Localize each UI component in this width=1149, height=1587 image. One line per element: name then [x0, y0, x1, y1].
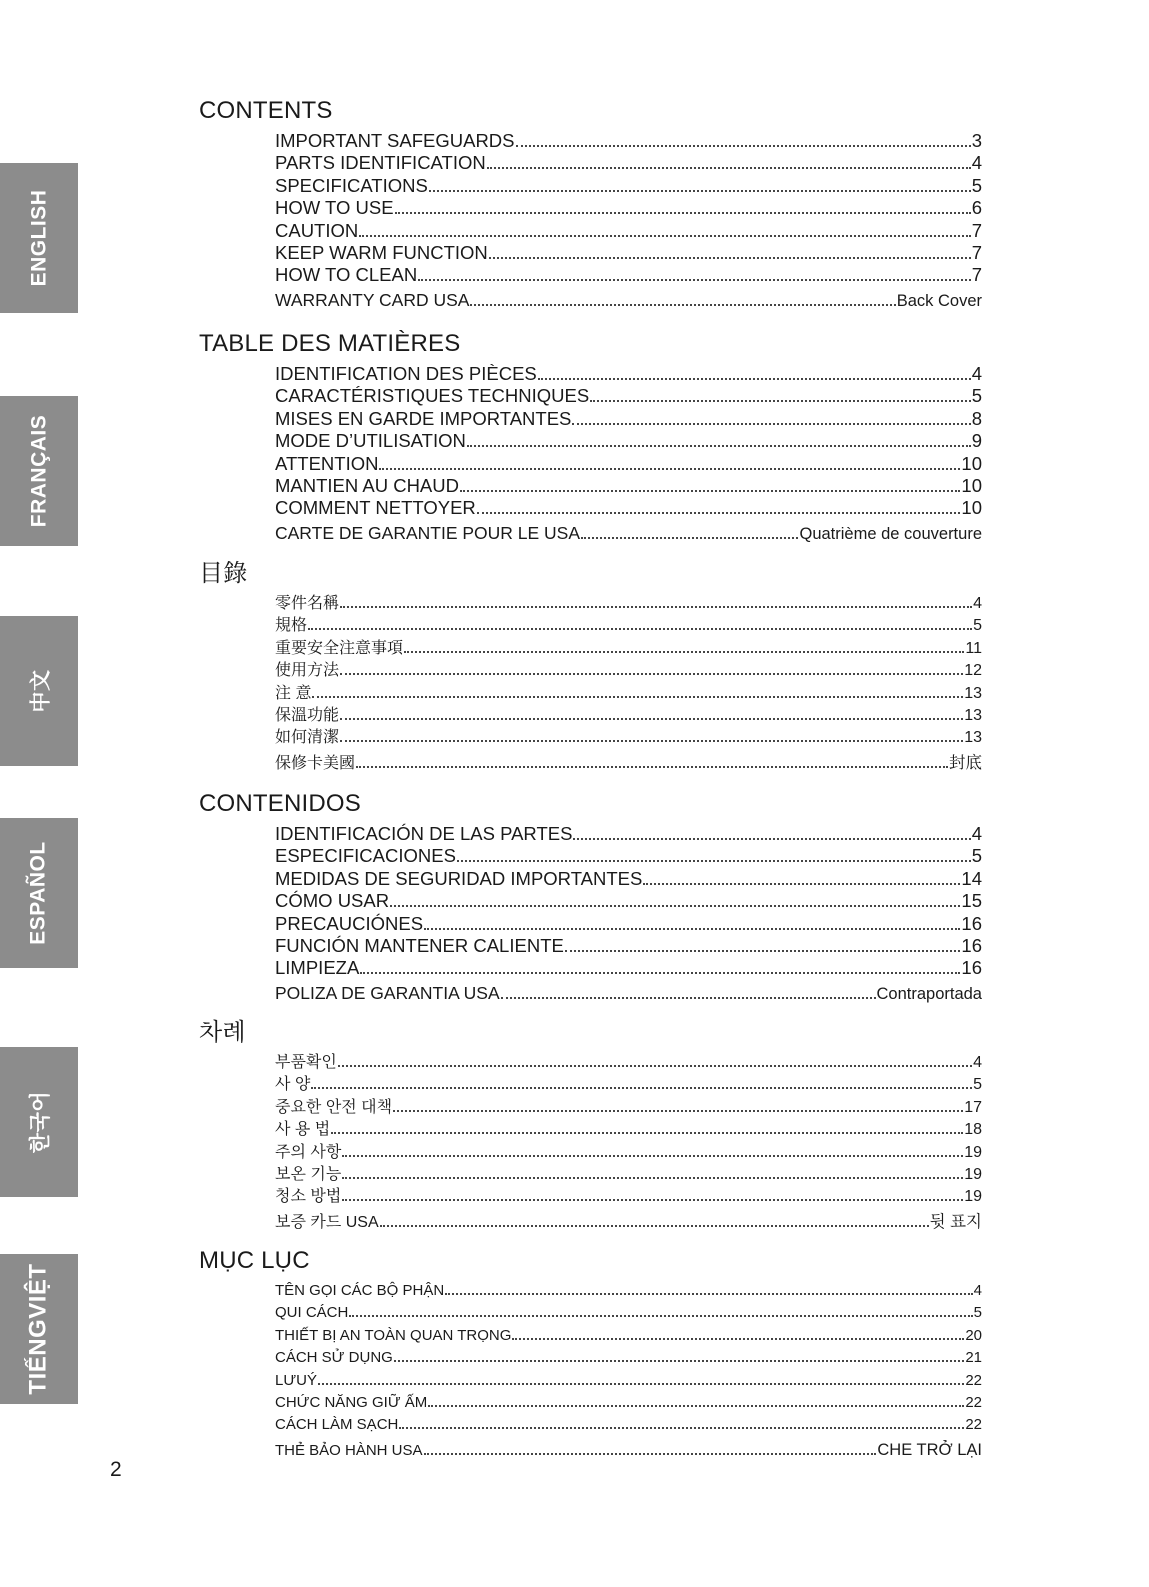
toc-entry-label: HOW TO USE [275, 197, 394, 219]
toc-entry[interactable] [275, 705, 982, 727]
contents-section-korean [200, 1018, 982, 1233]
toc-entry-page: 뒷 표지 [929, 1212, 982, 1231]
dot-leader [340, 673, 963, 675]
toc-entry-label: MODE D’UTILISATION [275, 430, 466, 452]
dot-leader [342, 1199, 963, 1201]
section-title: TABLE DES MATIÈRES [199, 330, 461, 357]
toc-entry[interactable] [275, 1211, 982, 1233]
dot-leader [501, 997, 876, 999]
toc-entry[interactable] [275, 1392, 982, 1414]
toc-entry-page: 7 [971, 241, 982, 263]
toc-entry-page: 5 [971, 174, 982, 196]
contents-section-vietnamese [200, 1246, 982, 1461]
toc-entry-label: 사 용 법 [275, 1121, 331, 1139]
toc-entry[interactable] [275, 1074, 982, 1096]
toc-entry-page: 10 [961, 452, 982, 474]
toc-entry[interactable] [275, 868, 982, 890]
toc-entry[interactable] [275, 593, 982, 615]
contents-section-english [200, 96, 982, 311]
dot-leader [390, 905, 960, 907]
toc-entry-label: 注 意 [275, 684, 312, 702]
toc-entry-label: LƯUÝ [275, 1371, 317, 1389]
section-title: MỤC LỤC [199, 1247, 310, 1274]
toc-entry-page: CHE TRỞ LẠI [877, 1440, 982, 1459]
toc-entry[interactable] [275, 152, 982, 174]
toc-list [275, 823, 982, 1004]
dot-leader [360, 972, 960, 974]
dot-leader [399, 1427, 964, 1429]
tab-espanol[interactable] [0, 818, 78, 968]
toc-entry-label: 零件名稱 [275, 595, 340, 612]
dot-leader [312, 696, 963, 698]
dot-leader [359, 235, 970, 237]
toc-entry[interactable] [275, 197, 982, 219]
contents-section-spanish [200, 789, 982, 1004]
toc-entry-page: Contraportada [876, 984, 982, 1003]
toc-entry-label: KEEP WARM FUNCTION [275, 241, 488, 263]
toc-entry-page: 8 [971, 407, 982, 429]
tab-francais[interactable] [0, 396, 78, 546]
toc-entry-page: 22 [965, 1393, 982, 1411]
dot-leader [418, 279, 971, 281]
toc-entry[interactable] [275, 475, 982, 497]
section-title: CONTENIDOS [199, 790, 362, 817]
toc-entry-page: 4 [971, 363, 982, 384]
dot-leader [487, 167, 971, 169]
toc-entry-page: 9 [971, 430, 982, 452]
tab-english-label: ENGLISH [27, 189, 50, 287]
tab-korean-label: 한국어 [28, 1090, 52, 1154]
tab-chinese-label: 中文 [29, 669, 52, 713]
toc-entry-label: LIMPIEZA [275, 957, 360, 979]
toc-entry-page: 封底 [949, 753, 982, 772]
toc-entry[interactable] [275, 1052, 982, 1074]
toc-entry-label: CÓMO USAR [275, 890, 390, 912]
toc-entry[interactable] [275, 1414, 982, 1436]
toc-entry-page: 10 [961, 497, 982, 519]
toc-entry-label: ATTENTION [275, 452, 379, 474]
dot-leader [572, 423, 970, 425]
tab-vietnamese[interactable] [0, 1254, 78, 1404]
toc-entry[interactable] [275, 1280, 982, 1302]
toc-entry[interactable] [275, 363, 982, 385]
toc-entry-label: CAUTION [275, 219, 359, 241]
dot-leader [404, 651, 964, 653]
dot-leader [395, 212, 971, 214]
toc-entry-page: 16 [961, 934, 982, 956]
toc-entry-page: 18 [964, 1121, 982, 1139]
toc-entry-label: IDENTIFICACIÓN DE LAS PARTES [275, 823, 573, 844]
toc-entry-page: 19 [964, 1188, 982, 1206]
dot-leader [393, 1110, 963, 1112]
toc-entry[interactable] [275, 264, 982, 286]
toc-entry[interactable] [275, 913, 982, 935]
toc-entry[interactable] [275, 242, 982, 264]
toc-entry-label: HOW TO CLEAN [275, 264, 418, 286]
dot-leader [565, 950, 961, 952]
dot-leader [308, 628, 972, 630]
toc-entry[interactable] [275, 289, 982, 311]
dot-leader [342, 1177, 963, 1179]
dot-leader [428, 1405, 964, 1407]
toc-list [275, 130, 982, 311]
toc-entry-label: 重要安全注意事項 [275, 639, 404, 657]
toc-entry-label: CÁCH LÀM SẠCH [275, 1416, 399, 1434]
toc-entry-label: 청소 방법 [275, 1188, 342, 1206]
dot-leader [538, 378, 971, 380]
dot-leader [445, 1293, 972, 1295]
toc-entry[interactable] [275, 957, 982, 979]
toc-entry-page: 14 [961, 867, 982, 889]
toc-entry-label: PARTS IDENTIFICATION [275, 152, 486, 174]
page-number: 2 [110, 1458, 122, 1481]
toc-entry[interactable] [275, 823, 982, 845]
toc-entry-label: 使用方法 [275, 662, 340, 680]
toc-entry[interactable] [275, 175, 982, 197]
dot-leader [356, 766, 948, 768]
toc-entry-label: WARRANTY CARD USA [275, 289, 470, 310]
toc-entry-page: 19 [964, 1165, 982, 1183]
dot-leader [340, 740, 963, 742]
toc-entry[interactable] [275, 935, 982, 957]
toc-entry-label: ESPECIFICACIONES [275, 845, 456, 867]
toc-entry[interactable] [275, 1142, 982, 1164]
toc-entry[interactable] [275, 982, 982, 1004]
toc-entry-page: 7 [971, 219, 982, 241]
toc-entry[interactable] [275, 727, 982, 749]
toc-entry-page: 17 [964, 1098, 982, 1116]
toc-entry-label: 사 양 [275, 1076, 311, 1094]
toc-entry-label: THIẾT BỊ AN TOÀN QUAN TRỌNG [275, 1326, 512, 1344]
toc-entry-page: Quatrième de couverture [799, 524, 982, 543]
toc-entry[interactable] [275, 453, 982, 475]
toc-entry[interactable] [275, 683, 982, 705]
toc-entry[interactable] [275, 1439, 982, 1461]
tab-korean[interactable] [0, 1047, 78, 1197]
toc-entry-page: 22 [965, 1371, 982, 1389]
toc-entry-label: PRECAUCIÓNES [275, 912, 424, 934]
toc-entry[interactable] [275, 845, 982, 867]
toc-entry-label: MISES EN GARDE IMPORTANTES [275, 407, 572, 429]
tab-chinese[interactable] [0, 616, 78, 766]
toc-entry-page: 5 [973, 1304, 982, 1322]
toc-entry-page: 16 [961, 912, 982, 934]
toc-entry-page: 4 [971, 823, 982, 844]
toc-entry-page: 4 [973, 1054, 982, 1071]
toc-entry[interactable] [275, 430, 982, 452]
dot-leader [516, 145, 971, 147]
dot-leader [380, 1225, 929, 1227]
toc-entry-page: 10 [961, 474, 982, 496]
dot-leader [573, 838, 970, 840]
toc-entry-page: 6 [971, 197, 982, 219]
toc-entry-page: 5 [971, 385, 982, 407]
toc-list [275, 1280, 982, 1461]
toc-entry-page: 13 [964, 729, 982, 747]
toc-entry-label: QUI CÁCH [275, 1304, 349, 1322]
toc-entry[interactable] [275, 1347, 982, 1369]
dot-leader [590, 400, 971, 402]
toc-entry[interactable] [275, 1097, 982, 1119]
toc-entry-label: SPECIFICATIONS [275, 174, 428, 196]
toc-entry-page: Back Cover [896, 291, 982, 310]
dot-leader [342, 1155, 963, 1157]
dot-leader [477, 512, 961, 514]
toc-entry-label: MANTIEN AU CHAUD [275, 474, 459, 496]
toc-entry-page: 3 [971, 130, 982, 151]
tab-espanol-label: ESPAÑOL [27, 841, 50, 945]
contents-section-french [200, 329, 982, 544]
contents-section-chinese [200, 559, 982, 774]
dot-leader [394, 1360, 964, 1362]
tab-vietnamese-label: TIẾNGVIỆT [25, 1263, 52, 1395]
toc-entry-page: 4 [971, 152, 982, 174]
toc-entry-page: 5 [973, 617, 982, 635]
toc-entry-label: 如何清潔 [275, 729, 340, 747]
toc-entry[interactable] [275, 1325, 982, 1347]
toc-entry-page: 21 [965, 1349, 982, 1367]
dot-leader [643, 883, 960, 885]
toc-entry-label: FUNCIÓN MANTENER CALIENTE [275, 934, 564, 956]
toc-entry-label: CHỨC NĂNG GIỮ ẤM [275, 1393, 428, 1411]
toc-entry-page: 4 [973, 1282, 982, 1299]
toc-entry[interactable] [275, 497, 982, 519]
tab-english[interactable] [0, 163, 78, 313]
toc-list [275, 593, 982, 774]
toc-entry[interactable] [275, 385, 982, 407]
dot-leader [331, 1132, 963, 1134]
toc-entry[interactable] [275, 522, 982, 544]
dot-leader [581, 537, 798, 539]
dot-leader [311, 1087, 972, 1089]
toc-entry-page: 5 [973, 1076, 982, 1094]
toc-entry[interactable] [275, 1186, 982, 1208]
toc-entry[interactable] [275, 130, 982, 152]
dot-leader [424, 928, 960, 930]
toc-entry-label: COMMENT NETTOYER [275, 497, 476, 519]
dot-leader [318, 1383, 964, 1385]
tab-francais-label: FRANÇAIS [27, 414, 50, 528]
toc-entry[interactable] [275, 638, 982, 660]
dot-leader [512, 1338, 964, 1340]
toc-entry-page: 5 [971, 845, 982, 867]
toc-entry-label: MEDIDAS DE SEGURIDAD IMPORTANTES [275, 867, 643, 889]
toc-entry[interactable] [275, 1164, 982, 1186]
toc-entry-page: 4 [973, 595, 982, 612]
toc-entry-page: 7 [971, 264, 982, 286]
toc-entry-label: IMPORTANT SAFEGUARDS [275, 130, 515, 151]
dot-leader [489, 257, 971, 259]
toc-entry-page: 12 [964, 662, 982, 680]
toc-entry-label: POLIZA DE GARANTIA USA [275, 982, 500, 1003]
toc-entry-page: 20 [965, 1326, 982, 1344]
toc-entry-label: 保修卡美國 [275, 754, 356, 772]
toc-entry[interactable] [275, 220, 982, 242]
toc-entry-label: 保溫功能 [275, 706, 340, 724]
toc-entry-page: 13 [964, 706, 982, 724]
toc-entry-label: 規格 [275, 617, 308, 635]
toc-entry-page: 19 [964, 1143, 982, 1161]
toc-entry[interactable] [275, 408, 982, 430]
toc-entry-label: CARTE DE GARANTIE POUR LE USA [275, 522, 581, 543]
toc-entry[interactable] [275, 1370, 982, 1392]
toc-entry[interactable] [275, 890, 982, 912]
toc-entry[interactable] [275, 1119, 982, 1141]
dot-leader [349, 1315, 972, 1317]
toc-entry-page: 22 [965, 1416, 982, 1434]
section-title: CONTENTS [199, 97, 333, 124]
toc-entry-label: THẺ BẢO HÀNH USA [275, 1441, 423, 1459]
section-title: 目錄 [199, 560, 248, 587]
dot-leader [424, 1453, 877, 1455]
toc-entry[interactable] [275, 615, 982, 637]
toc-entry-page: 11 [965, 639, 982, 657]
toc-entry-label: 주의 사항 [275, 1143, 342, 1161]
toc-entry-label: 보온 기능 [275, 1165, 342, 1183]
dot-leader [379, 468, 960, 470]
toc-entry[interactable] [275, 752, 982, 774]
toc-entry[interactable] [275, 660, 982, 682]
dot-leader [429, 190, 971, 192]
toc-entry-label: CÁCH SỬ DỤNG [275, 1349, 393, 1367]
toc-entry-label: 부품확인 [275, 1054, 337, 1071]
section-title: 차례 [199, 1019, 246, 1046]
toc-entry-label: 중요한 안전 대책 [275, 1098, 393, 1116]
dot-leader [340, 606, 972, 608]
toc-list [275, 363, 982, 544]
toc-entry[interactable] [275, 1302, 982, 1324]
toc-entry-page: 13 [964, 684, 982, 702]
toc-entry-page: 16 [961, 957, 982, 979]
dot-leader [338, 1065, 972, 1067]
toc-entry-label: CARACTÉRISTIQUES TECHNIQUES [275, 385, 590, 407]
dot-leader [460, 490, 960, 492]
toc-list [275, 1052, 982, 1233]
dot-leader [467, 445, 971, 447]
toc-entry-page: 15 [961, 890, 982, 912]
toc-entry-label: IDENTIFICATION DES PIÈCES [275, 363, 537, 384]
toc-entry-label: 보증 카드 USA [275, 1213, 379, 1231]
dot-leader [340, 718, 963, 720]
dot-leader [457, 860, 971, 862]
toc-entry-label: TÊN GỌI CÁC BỘ PHẬN [275, 1282, 445, 1299]
dot-leader [470, 304, 895, 306]
